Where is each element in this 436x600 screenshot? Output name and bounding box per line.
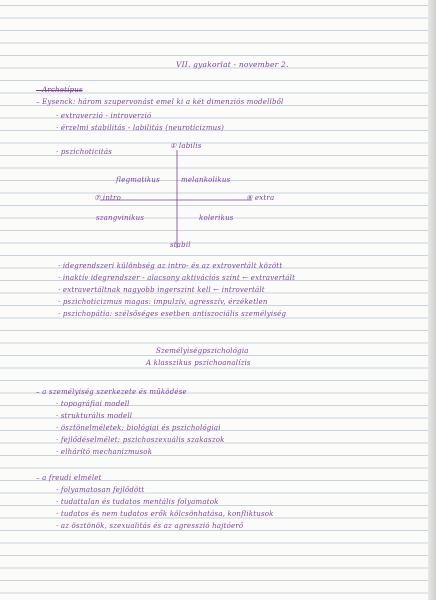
quadrant-bottom-left: szangvinikus [96,214,145,222]
list-item: · extravertáltnak nagyobb ingerszint kell ← introvertált [58,286,265,294]
section-subtitle: A klasszikus pszichoanalízis [146,359,251,367]
list-item: · érzelmi stabilitás - labilitás (neuroticizmus) [56,124,225,132]
axis-left-label: ⑦ intro [94,194,122,202]
quadrant-top-right: melankolikus [181,176,231,184]
list-item: · strukturális modell [56,412,133,420]
heading-archetype: – Archetípus [36,86,83,94]
section-title: Személyiségpszichológia [156,347,249,355]
intro-line: – Eysenck: három szupervonást emel ki a két dimenziós modellből [36,98,284,106]
list-item: · fejlődéselmélet: pszichoszexuális szakaszok [56,436,225,444]
list-item: – a freudi elmélet [36,474,102,482]
list-item: · pszichopátia: szélsőséges esetben antiszociális személyiség [58,310,287,318]
list-item: – a személyiség szerkezete és működése [36,388,187,396]
quadrant-top-left: flegmatikus [116,176,160,184]
list-item: · pszichoticizmus magas: impulzív, agresszív, érzéketlen [58,298,268,306]
list-item: · elhárító mechanizmusok [56,448,153,456]
axis-bottom-label: stabil [170,241,191,249]
axis-top-label: ① labilis [170,142,202,150]
list-item: · az ösztönök, szexualitás és az agresszió hajtóerő [56,522,244,530]
list-item: · folyamatosan fejlődött [56,486,145,494]
list-item: · tudatos és nem tudatos erők kölcsönhatása, konfliktusok [56,510,274,518]
quadrant-bottom-right: kolerikus [199,214,234,222]
list-item: · pszichoticitás [56,148,113,156]
page-title: VII. gyakorlat - november 2. [176,60,289,69]
list-item: · extraverzió - introverzió [56,112,152,120]
list-item: · tudattalan és tudatos mentális folyamatok [56,498,219,506]
axis-right-label: ⑨ extra [246,194,275,202]
list-item: · topográfiai modell [56,400,130,408]
list-item: · idegrendszeri különbség az intro- és az extrovertált között [58,262,283,270]
list-item: · inaktív idegrendszer - alacsony aktivációs szint ← extravertált [58,274,296,282]
list-item: · ösztönelméletek: biológiai és pszichológiai [56,424,221,432]
